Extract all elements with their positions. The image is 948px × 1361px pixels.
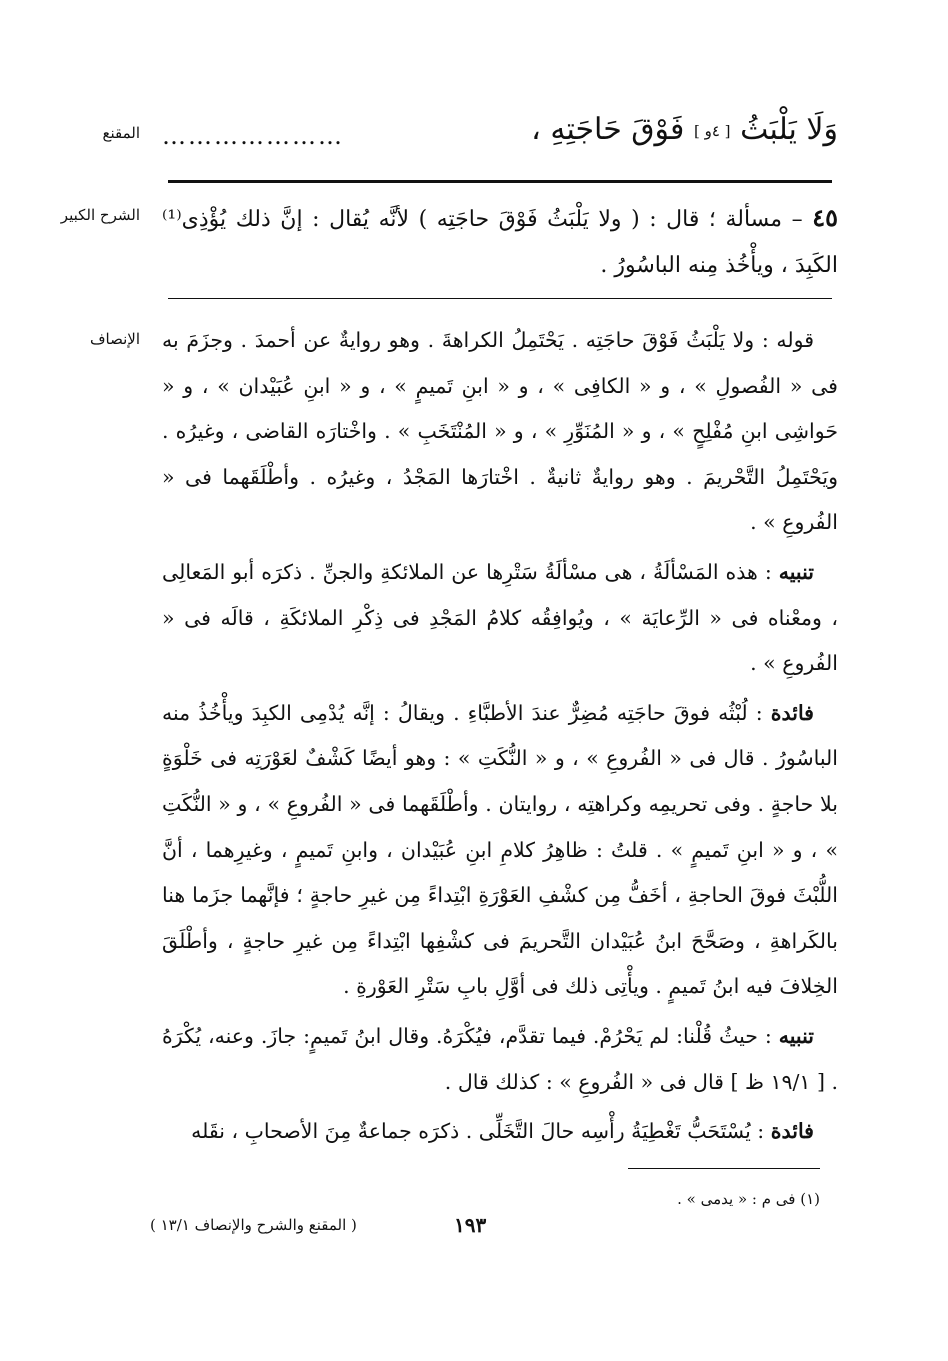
insaf-paragraph-3: [162, 691, 838, 1010]
insaf-p4-text: : حيثُ قُلْنا: لم يَحْرُمْ. فيما تقدَّم، فيُكْرَهُ. وقال ابنُ تَميمٍ: جازَ. وعنه، يُكْرَهُ . [ ١٩/١ ظ ] قال فى « الفُروعِ » : كذلك قال .: [162, 1023, 838, 1094]
section-rule: [168, 298, 832, 299]
insaf-p1-text: قوله : ولا يَلْبَثُ فَوْقَ حاجَتِه . يَحْتَمِلُ الكراهةَ . وهو روايةٌ عن أحمدَ . وجزَمَ به فى « الفُصولِ » ، و « الكافِى » ، و « ابنِ تَميمٍ » ، و « ابنِ عُبَيْدان » ، و « حَواشِى ابنِ مُفْلِحٍ » ، و « المُنَوِّرِ » ، و « المُنْتَخَبِ » . واخْتارَه القاضى ، وغيرُه . ويَحْتَمِلُ التَّحْريمَ . وهو روايةٌ ثانيةٌ . اخْتارَها المَجْدُ ، وغيرُه . وأطْلَقَهما فى « الفُروعِ » .: [162, 328, 838, 535]
issue-number: ٤٥: [812, 203, 838, 232]
matn-side-label: المقنع: [102, 124, 140, 142]
insaf-p3-text: : لُبْثُه فوقَ حاجَتِه مُضِرٌّ عندَ الأطبَّاءِ . ويقالُ : إنَّه يُدْمِى الكبِدَ ويأْخُذُ منه الباسُورُ . قال فى « الفُروعِ » ، و « النُّكَتِ » : وهو أيضًا كَشْفٌ لعَوْرَتِه فى خَلْوَةٍ بلا حاجةٍ . وفى تحريمِه وكراهتِه ، روايتان . وأطْلَقَهما فى « الفُروعِ » ، و « النُّكَتِ » ، و « ابنِ تَميمٍ » . قلتُ : ظاهِرُ كلامِ ابنِ عُبَيْدان ، وابنِ تَميمٍ ، وغيرِهما ، أنَّ اللُّبْثَ فوقَ الحاجةِ ، أخَفُّ مِن كشْفِ العَوْرَةِ ابْتِداءً مِن غيرِ حاجةٍ ؛ فإنَّهما جزَما هنا بالكَراهةِ ، وصَحَّحَ ابنُ عُبَيْدان التَّحريمَ فى كشْفِها ابْتِداءً مِن غيرِ حاجةٍ ، وأطْلَقَ الخِلافَ فيه ابنُ تَميمٍ . ويأْتِى ذلك فى أوَّلِ بابِ سَتْرِ العَوْرةِ .: [162, 700, 838, 999]
page-number: ١٩٣: [454, 1213, 487, 1237]
sharh-section: [162, 195, 838, 289]
volume-reference: ( المقنع والشرح والإنصاف ١٣/١ ): [150, 1216, 357, 1234]
insaf-paragraph-4: [162, 1014, 838, 1105]
tanbih-label: تنبيه: [778, 559, 814, 584]
header-rule: [168, 180, 832, 183]
insaf-p5-text: : يُسْتَحَبُّ تَغْطِيَةُ رأْسِه حالَ التَّخَلِّى . ذكرَه جماعةٌ مِنَ الأصحابِ ، نقَله: [191, 1119, 765, 1144]
insaf-p2-text: : هذه المَسْألَةُ ، هى مسْألَةُ سَتْرِها عن الملائكةِ والجنِّ . ذكرَه أبو المَعالِى ، ومعْناه فى « الرِّعايَة » ، ويُوافِقُه كلامُ المَجْدِ فى ذِكْرِ الملائكَةِ ، قالَه فى « الفُروعِ » .: [162, 559, 838, 676]
insaf-paragraph-1: [162, 318, 838, 546]
sharh-text: – مسألة ؛ قال : ( ولا يَلْبَثُ فَوْقَ حاجَتِه ) لأنَّه يُقال : إنَّ ذلك يُؤْذِى⁽¹⁾ الكَبِدَ ، ويأْخُذ مِنه الباسُورُ .: [162, 207, 838, 278]
footnote-rule: [628, 1168, 820, 1169]
faida-label: فائدة: [770, 1119, 814, 1144]
insaf-side-label: الإنصاف: [89, 330, 140, 348]
sharh-side-label: الشرح الكبير: [60, 206, 140, 224]
faida-label: فائدة: [770, 700, 814, 725]
footnote: (١) فى م : « يدمى » .: [677, 1190, 820, 1208]
insaf-paragraph-5: [162, 1109, 838, 1155]
insaf-section: [162, 318, 838, 1159]
matn-text-after: فَوْقَ حَاجَتِهِ ،: [531, 112, 685, 147]
matn-text-before: وَلَا يَلْبَثُ: [740, 112, 838, 147]
insaf-paragraph-2: [162, 550, 838, 687]
matn-sentence: [531, 112, 838, 147]
tanbih-label: تنبيه: [778, 1023, 814, 1048]
matn-page-bracket: [ ٤و ]: [693, 122, 731, 140]
matn-dots: …………………: [162, 122, 344, 150]
matn-text: [162, 112, 838, 162]
